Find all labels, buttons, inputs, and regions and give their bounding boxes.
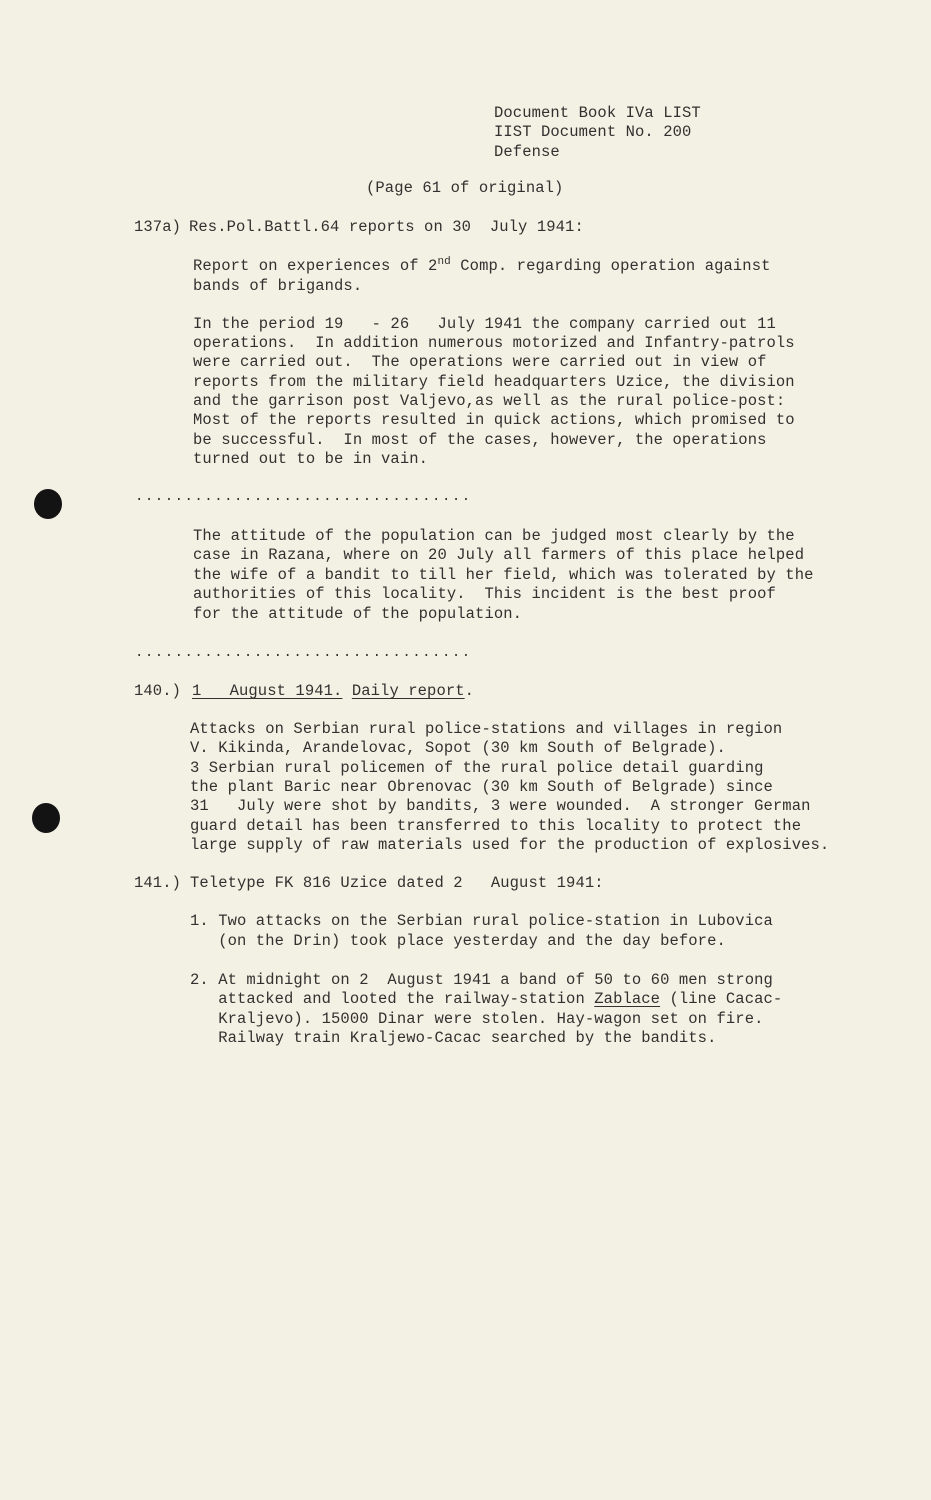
entry-140-line: 31 July were shot by bandits, 3 were wounded. A stronger German <box>190 797 811 815</box>
report-text-part-1: Report on experiences of 2 <box>193 257 438 275</box>
item-2-line <box>190 990 782 1010</box>
entry-140-line: large supply of raw materials used for the production of explosives. <box>190 836 830 854</box>
para1-line: reports from the military field headquarters Uzice, the division <box>193 373 795 391</box>
item-1-line: (on the Drin) took place yesterday and the day before. <box>190 932 726 950</box>
para2-line: The attitude of the population can be judged most clearly by the <box>193 527 795 545</box>
header-line-2: IIST Document No. 200 <box>494 123 692 141</box>
report-text-part-2: Comp. regarding operation against <box>450 257 771 275</box>
page-reference: (Page 61 of original) <box>366 179 564 197</box>
item-2-line: Railway train Kraljewo-Cacac searched by the bandits. <box>190 1029 717 1047</box>
punch-hole-top <box>34 489 62 519</box>
separator-dots-2: .................................. <box>135 645 472 661</box>
superscript-nd: nd <box>437 256 451 268</box>
item-2-line: 2. At midnight on 2 August 1941 a band of 50 to 60 men strong <box>190 971 773 989</box>
para2-line: case in Razana, where on 20 July all farmers of this place helped <box>193 546 805 564</box>
entry-137a-number: 137a) <box>134 218 182 236</box>
entry-141-number: 141.) <box>134 874 182 892</box>
para2-line: for the attitude of the population. <box>193 605 523 623</box>
entry-141-heading: Teletype FK 816 Uzice dated 2 August 1941: <box>190 874 604 892</box>
entry-140-line: the plant Baric near Obrenovac (30 km South of Belgrade) since <box>190 778 773 796</box>
entry-140-line: V. Kikinda, Arandelovac, Sopot (30 km South of Belgrade). <box>190 739 726 757</box>
header-line-1: Document Book IVa LIST <box>494 104 701 122</box>
item-2-text: attacked and looted the railway-station <box>190 990 595 1008</box>
punch-hole-bottom <box>32 803 60 833</box>
para2-line: authorities of this locality. This incident is the best proof <box>193 585 776 603</box>
para1-line: turned out to be in vain. <box>193 450 429 468</box>
entry-137a-report-line-1 <box>193 257 771 279</box>
entry-140-title: Daily report <box>351 682 465 700</box>
header-line-3: Defense <box>494 143 560 161</box>
entry-140-number: 140.) <box>134 682 182 700</box>
station-name-underlined: Zablace <box>594 990 661 1008</box>
entry-140-line: 3 Serbian rural policemen of the rural police detail guarding <box>190 759 764 777</box>
separator-dots-1: .................................. <box>135 489 472 505</box>
para1-line: be successful. In most of the cases, however, the operations <box>193 431 767 449</box>
entry-140-date: 1 August 1941. <box>192 682 343 700</box>
para1-line: Most of the reports resulted in quick actions, which promised to <box>193 411 795 429</box>
entry-140-period: . <box>464 682 475 700</box>
entry-140-line: guard detail has been transferred to this locality to protect the <box>190 817 802 835</box>
para1-line: were carried out. The operations were carried out in view of <box>193 353 767 371</box>
para1-line: and the garrison post Valjevo,as well as the rural police-post: <box>193 392 786 410</box>
item-2-text-end: (line Cacac- <box>660 990 783 1008</box>
para1-line: operations. In addition numerous motorized and Infantry-patrols <box>193 334 795 352</box>
para1-line: In the period 19 - 26 July 1941 the company carried out 11 <box>193 315 776 333</box>
entry-140-heading <box>192 682 474 702</box>
item-1-line: 1. Two attacks on the Serbian rural police-station in Lubovica <box>190 912 773 930</box>
entry-140-line: Attacks on Serbian rural police-stations and villages in region <box>190 720 783 738</box>
item-2-line: Kraljevo). 15000 Dinar were stolen. Hay-wagon set on fire. <box>190 1010 764 1028</box>
entry-137a-heading: Res.Pol.Battl.64 reports on 30 July 1941: <box>189 218 584 236</box>
para2-line: the wife of a bandit to till her field, which was tolerated by the <box>193 566 814 584</box>
entry-137a-report-line-2: bands of brigands. <box>193 277 363 295</box>
